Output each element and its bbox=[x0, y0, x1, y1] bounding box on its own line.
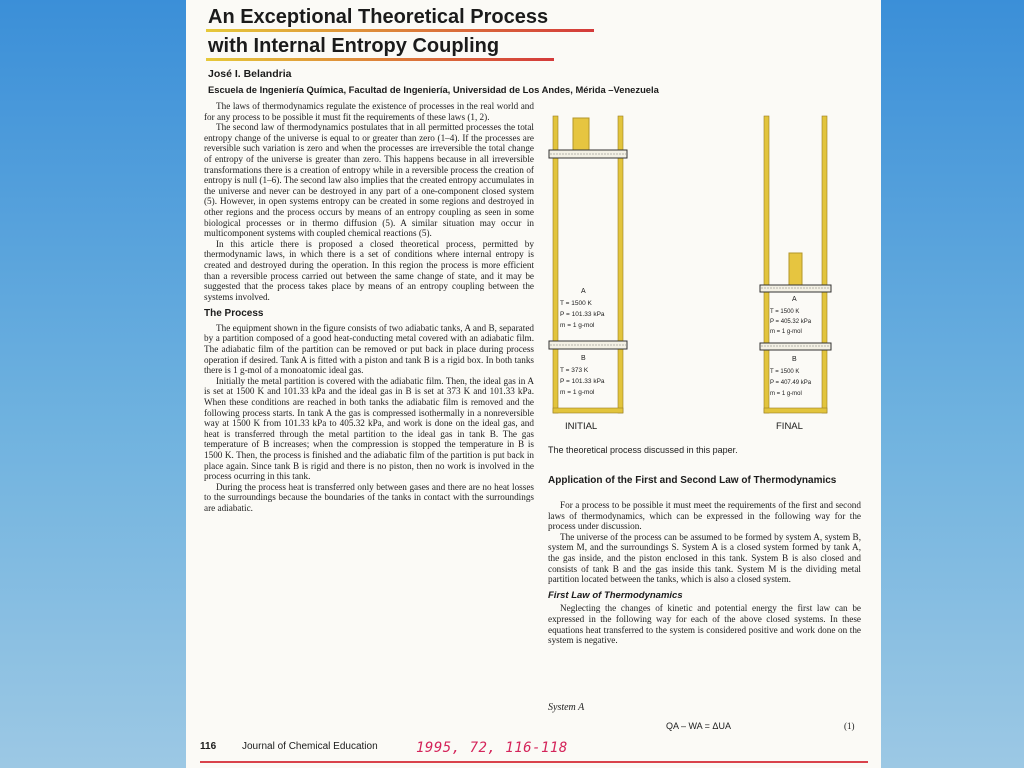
process-paragraph-1: The equipment shown in the figure consists of two adiabatic tanks, A and B, separated by a partition composed of a good heat-conducting metal covered with an adiabatic film. The adiabatic film of the partition can be removed or put back in place during process operation if desired. Tank A is fitted with a piston and tank B is a rigid box. In both tanks there is 1 g-mol of a monoatomic ideal gas. bbox=[204, 322, 534, 376]
journal-name: Journal of Chemical Education bbox=[242, 741, 378, 752]
figure-caption: The theoretical process discussed in this paper. bbox=[548, 445, 738, 455]
initial-tank-bottom bbox=[553, 408, 623, 413]
final-caption-label: FINAL bbox=[776, 421, 803, 432]
application-paragraph-1: For a process to be possible it must meet the requirements of the first and second laws of thermodynamics, which can be expressed in the following way for the process under discussion. bbox=[548, 500, 861, 532]
initial-caption-label: INITIAL bbox=[565, 421, 598, 432]
process-heading: The Process bbox=[204, 308, 264, 320]
initial-b-pressure: P = 101.33 kPa bbox=[560, 378, 605, 385]
first-law-heading: First Law of Thermodynamics bbox=[548, 589, 683, 601]
equation-number: (1) bbox=[844, 721, 855, 731]
system-a-label: System A bbox=[548, 702, 585, 713]
final-apparatus bbox=[760, 116, 831, 432]
final-tank-bottom bbox=[764, 408, 827, 413]
final-a-temperature: T = 1500 K bbox=[770, 309, 800, 315]
initial-b-temperature: T = 373 K bbox=[560, 367, 589, 374]
initial-tank-left-wall bbox=[553, 116, 558, 413]
author-affiliation: Escuela de Ingeniería Química, Facultad de Ingeniería, Universidad de Los Andes, Mérida –Venezuela bbox=[208, 84, 659, 95]
final-b-label: B bbox=[792, 356, 797, 363]
initial-a-pressure: P = 101.33 kPa bbox=[560, 311, 605, 318]
final-tank-right-wall bbox=[822, 116, 827, 413]
intro-paragraph-3: In this article there is proposed a closed theoretical process, permitted by thermodynamic laws, in which there is a set of conditions where internal entropy is created and destroyed during the operation. In this region the process is more efficient than a reversible process carried out between the same change of state, and it may be suggested that the process takes place by means of an entropy coupling between the systems involved. bbox=[204, 238, 534, 302]
final-tank-left-wall bbox=[764, 116, 769, 413]
title-underline-1 bbox=[206, 29, 594, 32]
final-b-temperature: T = 1500 K bbox=[770, 369, 800, 375]
final-piston-rod bbox=[789, 253, 802, 285]
title-line-1: An Exceptional Theoretical Process bbox=[208, 6, 549, 28]
page-number: 116 bbox=[200, 741, 217, 752]
application-paragraph-2: The universe of the process can be assumed to be formed by system A, system B, system M, and the surroundings S. System A is a closed system formed by tank A, the gas inside, and the piston enclosed in this tank. System B is also closed and consists of tank B and the gas inside this tank. System M is the dividing metal partition located between the tanks, which is also a closed system. bbox=[548, 531, 861, 585]
title-underline-2 bbox=[206, 58, 554, 61]
author-name: José I. Belandria bbox=[208, 68, 292, 80]
article-title bbox=[208, 3, 548, 61]
initial-b-moles: m = 1 g-mol bbox=[560, 389, 595, 396]
intro-paragraph-1: The laws of thermodynamics regulate the existence of processes in the real world and for any process to be possible it must fit the requirements of these laws (1, 2). bbox=[204, 101, 534, 122]
left-column bbox=[204, 101, 534, 514]
process-paragraph-2: Initially the metal partition is covered with the adiabatic film. Then, the ideal gas in A is set at 1500 K and 101.33 kPa and the ideal gas in B is set at 373 K and 101.33 kPa. When these conditions are reached in both tanks the adiabatic film is removed and the following process starts. In tank A the gas is compressed isothermally in a nonreversible way at 1500 K from 101.33 kPa to 405.32 kPa, and work is done on the ideal gas, and heat is transferred through the metal partition to the ideal gas in tank B. The gas temperature of B increases; when the compression is stopped the temperature in B is 1500 K. Then, the process is finished and the adiabatic film of the partition is put back in place again. Since tank B is rigid and there is no piston, then no work is involved in the process ocurring in this tank. bbox=[204, 375, 534, 482]
final-partition bbox=[760, 343, 831, 350]
handwritten-citation: 1995, 72, 116-118 bbox=[416, 740, 568, 756]
first-law-paragraph: Neglecting the changes of kinetic and potential energy the first law can be expressed in the following way for each of the above closed systems. In these equations heat transferred to the system is considered positive and work done on the system is negative. bbox=[548, 603, 861, 646]
initial-piston-rod bbox=[573, 118, 589, 150]
final-b-pressure: P = 407.49 kPa bbox=[770, 380, 812, 386]
final-a-pressure: P = 405.32 kPa bbox=[770, 319, 812, 325]
initial-apparatus bbox=[549, 116, 627, 432]
initial-a-label: A bbox=[581, 288, 586, 295]
equation-1: QA – WA = ΔUA bbox=[666, 721, 731, 731]
footer-rule bbox=[200, 761, 868, 763]
journal-page bbox=[186, 0, 881, 768]
initial-a-moles: m = 1 g-mol bbox=[560, 322, 595, 329]
initial-a-temperature: T = 1500 K bbox=[560, 300, 592, 307]
final-a-moles: m = 1 g-mol bbox=[770, 329, 802, 335]
final-piston bbox=[760, 285, 831, 292]
title-line-2: with Internal Entropy Coupling bbox=[208, 35, 500, 57]
initial-b-label: B bbox=[581, 355, 586, 362]
final-a-label: A bbox=[792, 296, 797, 303]
application-heading: Application of the First and Second Law of Thermodynamics bbox=[548, 475, 837, 486]
final-b-moles: m = 1 g-mol bbox=[770, 391, 802, 397]
process-paragraph-3: During the process heat is transferred only between gases and there are no heat losses to the surroundings because the boundaries of the tanks in contact with the surroundings are adiabatic. bbox=[204, 481, 534, 513]
intro-paragraph-2: The second law of thermodynamics postulates that in all permitted processes the total entropy change of the universe is equal to or greater than zero (1–4). If the processes are reversible such variation is zero and when the processes are irreversible the total change of entropy of the universe is greater than zero. This happens because in all irreversible transformations there is a creation of entropy while in a reversible process the creation of entropy is null (1–6). The second law also implies that the created entropy accumulates in the universe and never can be destroyed in any part of a one-component closed system (5). However, in open systems entropy can be created in some regions and destroyed in other regions and the process occurs by means of an entropy coupling as seen in some biological processes or in thermo diffusion (5). A similar situation may occur in multicomponent systems with coupled chemical reactions (5). bbox=[204, 122, 534, 239]
initial-tank-right-wall bbox=[618, 116, 623, 413]
right-column bbox=[548, 500, 861, 646]
tank-figure bbox=[536, 112, 866, 447]
